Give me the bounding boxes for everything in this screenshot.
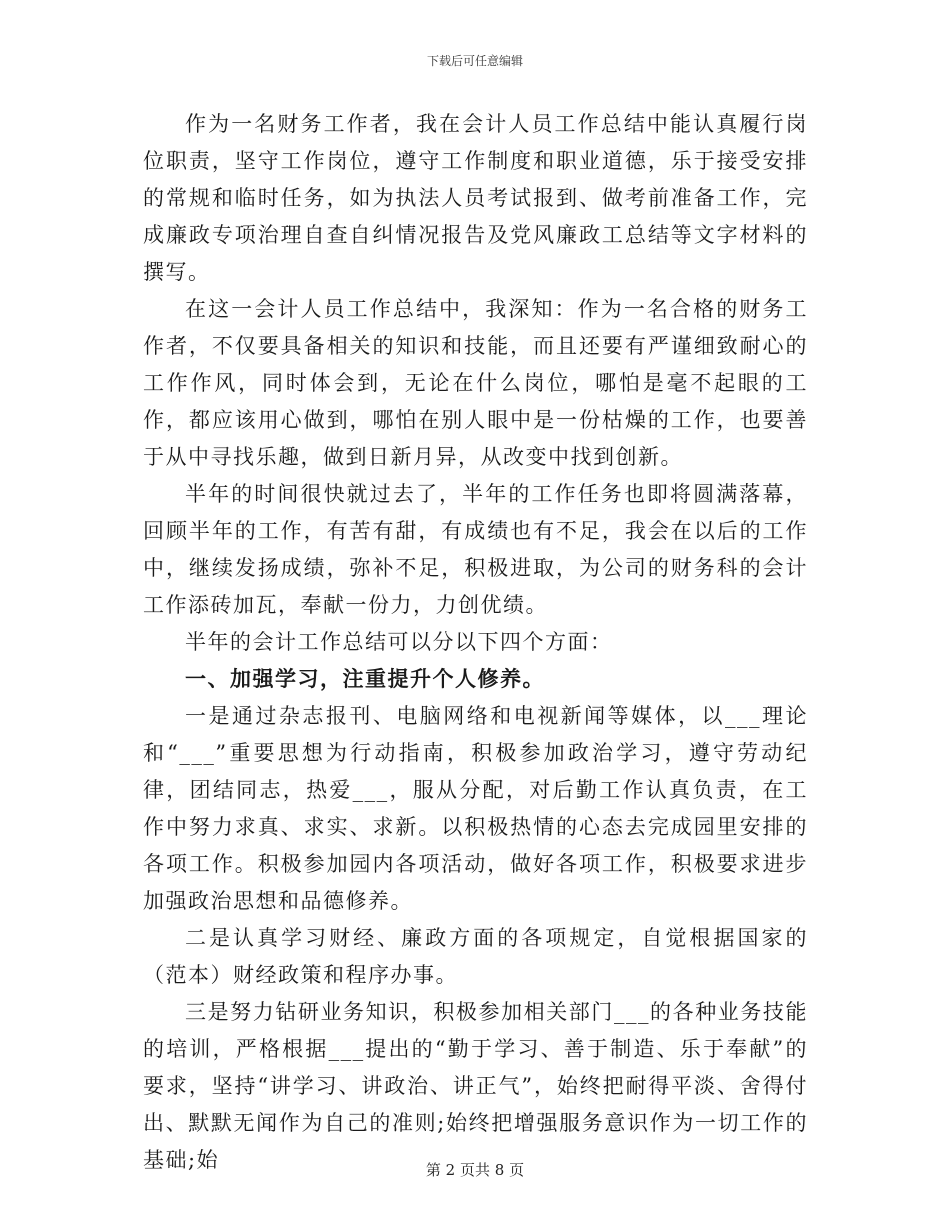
section-heading: 一、加强学习，注重提升个人修养。 (185, 667, 545, 691)
paragraph: 一是通过杂志报刊、电脑网络和电视新闻等媒体，以___理论和“___”重要思想为行动指南，积极参加政治学习，遵守劳动纪律，团结同志，热爱___，服从分配，对后勤工作认真负责，在工作中努力求真、求实、求新。以积极热情的心态去完成园里安排的各项工作。积极参加园内各项活动，做好各项工作，积极要求进步加强政治思想和品德修养。 (143, 704, 808, 913)
paragraph: 在这一会计人员工作总结中，我深知：作为一名合格的财务工作者，不仅要具备相关的知识和技能，而且还要有严谨细致耐心的工作作风，同时体会到，无论在什么岗位，哪怕是毫不起眼的工作，都应该用心做到，哪怕在别人眼中是一份枯燥的工作，也要善于从中寻找乐趣，做到日新月异，从改变中找到创新。 (143, 297, 808, 469)
paragraph: 三是努力钻研业务知识，积极参加相关部门___的各种业务技能的培训，严格根据___提出的“勤于学习、善于制造、乐于奉献”的要求，坚持“讲学习、讲政治、讲正气”，始终把耐得平淡、舍得付出、默默无闻作为自己的准则;始终把增强服务意识作为一切工作的基础;始 (143, 1000, 808, 1172)
paragraph: 作为一名财务工作者，我在会计人员工作总结中能认真履行岗位职责，坚守工作岗位，遵守工作制度和职业道德，乐于接受安排的常规和临时任务，如为执法人员考试报到、做考前准备工作，完成廉政专项治理自查自纠情况报告及党风廉政工总结等文字材料的撰写。 (143, 112, 808, 284)
page-header-note: 下载后可任意编辑 (426, 54, 523, 68)
document-body (143, 106, 808, 1179)
paragraph: 半年的时间很快就过去了，半年的工作任务也即将圆满落幕，回顾半年的工作，有苦有甜，有成绩也有不足，我会在以后的工作中，继续发扬成绩，弥补不足，积极进取，为公司的财务科的会计工作添砖加瓦，奉献一份力，力创优绩。 (143, 482, 808, 617)
paragraph: 二是认真学习财经、廉政方面的各项规定，自觉根据国家的（范本）财经政策和程序办事。 (143, 926, 808, 987)
page-number: 第 2 页共 8 页 (425, 1161, 525, 1179)
paragraph: 半年的会计工作总结可以分以下四个方面： (185, 630, 613, 654)
